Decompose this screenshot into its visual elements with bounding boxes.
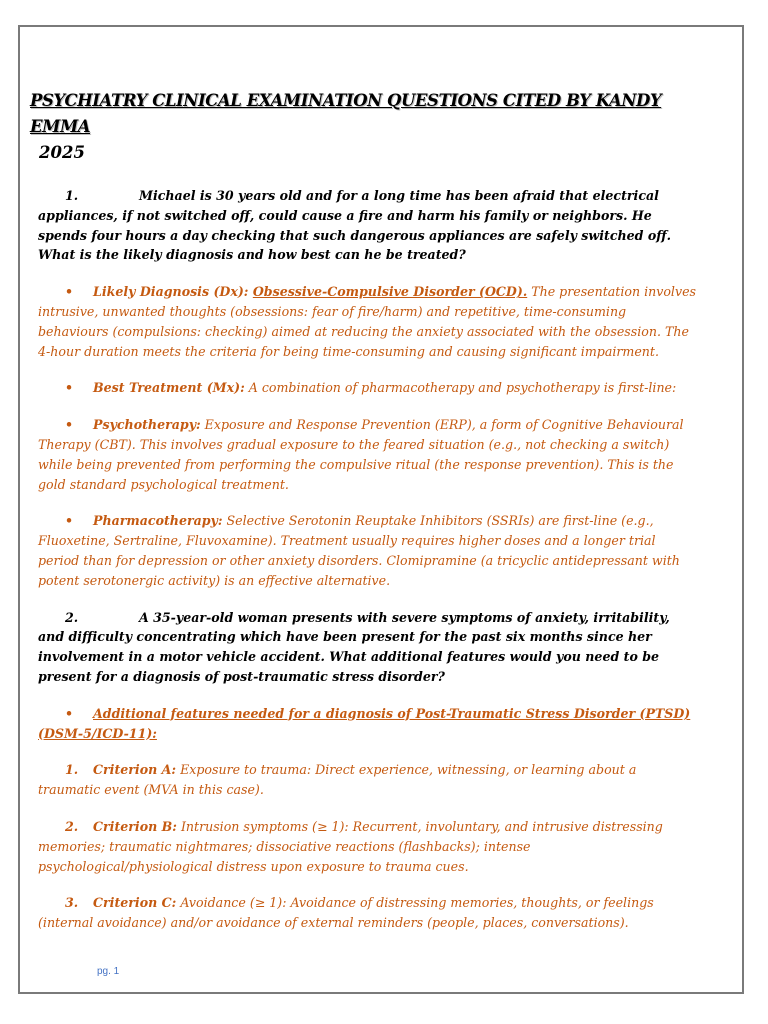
bullet-marker: • — [65, 513, 74, 529]
answer-psychotherapy — [38, 415, 698, 494]
bullet-marker: • — [65, 284, 74, 300]
question-2 — [38, 608, 698, 687]
document-title: PSYCHIATRY CLINICAL EXAMINATION QUESTIONS CITED BY KANDY EMMA — [30, 91, 662, 136]
criterion-label: Criterion A: — [93, 762, 177, 778]
answer-text: The presentation involves intrusive, unwanted thoughts (obsessions: fear of fire/harm) and repetitive, time-consuming behaviours (compulsions: checking) aimed at reducing the anxiety associated with the obsession. The 4-hour duration meets the criteria for being time-consuming and causing significant impairment. — [38, 284, 696, 359]
bullet-marker: • — [65, 380, 74, 396]
answer-diagnosis — [38, 282, 698, 361]
answer-label: Best Treatment (Mx): — [93, 380, 245, 396]
ptsd-features-heading — [38, 704, 698, 744]
answer-label: Psychotherapy: — [93, 417, 201, 433]
question-number: 1. — [65, 188, 79, 203]
document-title-year: 2025 — [39, 143, 85, 162]
document-body — [30, 88, 698, 933]
question-text: A 35-year-old woman presents with severe symptoms of anxiety, irritability, and difficulty concentrating which have been present for the past six months since her involvement in a motor vehicle accident. What additional features would you need to be present for a diagnosis of post-traumatic stress disorder? — [38, 609, 670, 684]
criterion-number: 3. — [65, 895, 79, 911]
diagnosis-name: Obsessive-Compulsive Disorder (OCD). — [252, 284, 528, 300]
question-1 — [38, 186, 698, 265]
answer-text: A combination of pharmacotherapy and psychotherapy is first-line: — [244, 380, 677, 396]
bullet-marker: • — [65, 705, 74, 721]
answer-treatment — [38, 378, 698, 398]
criterion-number: 1. — [65, 762, 79, 778]
criterion-text: Avoidance (≥ 1): Avoidance of distressing memories, thoughts, or feelings (internal avoidance) and/or avoidance of external reminders (people, places, conversations). — [38, 895, 654, 931]
criterion-b — [38, 817, 698, 876]
criterion-label: Criterion C: — [93, 895, 177, 911]
criterion-c — [38, 893, 698, 933]
question-number: 2. — [65, 609, 79, 625]
answer-text: Selective Serotonin Reuptake Inhibitors (SSRIs) are first-line (e.g., Fluoxetine, Sertraline, Fluvoxamine). Treatment usually requires higher doses and a longer trial period than for depression or other anxiety disorders. Clomipramine (a tricyclic antidepressant with potent serotonergic activity) is an effective alternative. — [38, 513, 680, 588]
question-text: Michael is 30 years old and for a long time has been afraid that electrical appliances, if not switched off, could cause a fire and harm his family or neighbors. He spends four hours a day checking that such dangerous appliances are safely switched off. What is the likely diagnosis and how best can he be treated? — [38, 188, 672, 263]
criterion-label: Criterion B: — [93, 818, 177, 834]
answer-pharmacotherapy — [38, 511, 698, 590]
criterion-a — [38, 760, 698, 800]
heading-text: Additional features needed for a diagnosis of Post-Traumatic Stress Disorder (PTSD) (DSM-5/ICD-11): — [38, 705, 691, 741]
criterion-number: 2. — [65, 818, 79, 834]
criterion-text: Exposure to trauma: Direct experience, witnessing, or learning about a traumatic event (MVA in this case). — [38, 762, 637, 798]
page-number: pg. 1 — [97, 966, 120, 977]
answer-label: Likely Diagnosis (Dx): — [93, 284, 253, 300]
criterion-text: Intrusion symptoms (≥ 1): Recurrent, involuntary, and intrusive distressing memories; traumatic nightmares; dissociative reactions (flashbacks); intense psychological/physiological distress upon exposure to trauma cues. — [38, 818, 663, 874]
answer-label: Pharmacotherapy: — [93, 513, 223, 529]
bullet-marker: • — [65, 417, 74, 433]
answer-text: Exposure and Response Prevention (ERP), a form of Cognitive Behavioural Therapy (CBT). This involves gradual exposure to the feared situation (e.g., not checking a switch) while being prevented from performing the compulsive ritual (the response prevention). This is the gold standard psychological treatment. — [38, 417, 684, 492]
